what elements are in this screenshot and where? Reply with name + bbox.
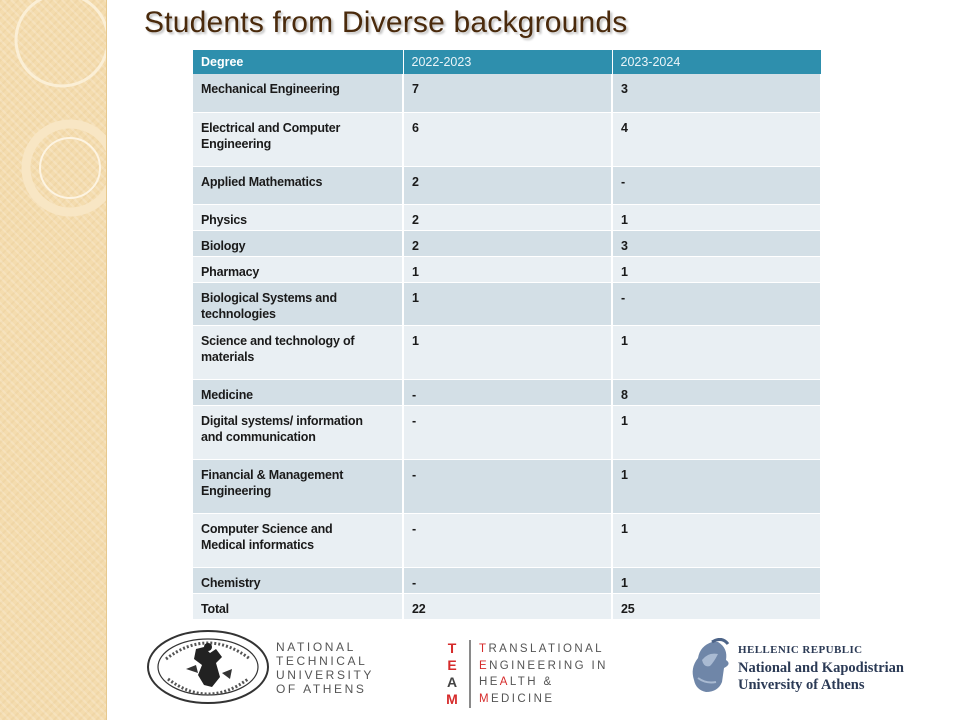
ntua-line: TECHNICAL [276, 654, 368, 668]
table-body [193, 74, 821, 619]
team-word-line: ENGINEERING IN [479, 659, 608, 672]
count-2022-2023-cell: - [403, 459, 612, 513]
count-2023-2024-cell: - [612, 166, 821, 204]
degree-line: Biology [201, 238, 246, 253]
count-2023-2024-cell: 3 [612, 230, 821, 256]
count-2023-2024-cell: 8 [612, 379, 821, 405]
header-year-2022-2023: 2022-2023 [403, 50, 612, 74]
team-letter: E [447, 657, 457, 673]
degree-cell [193, 379, 403, 405]
decorative-circles [0, 0, 106, 720]
table-row [193, 230, 821, 256]
count-2023-2024-cell: 1 [612, 513, 821, 567]
table-row [193, 256, 821, 282]
degree-line: Digital systems/ information [201, 413, 363, 428]
team-word-line: MEDICINE [479, 692, 555, 705]
athena-head-icon [688, 638, 732, 696]
table-row [193, 112, 821, 166]
degree-line: Science and technology of [201, 333, 355, 348]
count-2023-2024-cell: 4 [612, 112, 821, 166]
count-2023-2024-cell: 25 [612, 593, 821, 619]
count-2022-2023-cell: - [403, 567, 612, 593]
degree-cell [193, 256, 403, 282]
uoa-name-line: National and Kapodistrian [738, 660, 904, 676]
team-letter: A [446, 674, 458, 690]
degree-cell [193, 513, 403, 567]
count-2022-2023-cell: - [403, 513, 612, 567]
degree-cell [193, 74, 403, 112]
count-2022-2023-cell: 1 [403, 282, 612, 325]
degree-cell [193, 459, 403, 513]
degree-cell [193, 112, 403, 166]
degree-line: Medicine [201, 387, 253, 402]
count-2023-2024-cell: 1 [612, 459, 821, 513]
count-2023-2024-cell: 1 [612, 256, 821, 282]
header-degree: Degree [193, 50, 403, 74]
degree-cell [193, 166, 403, 204]
count-2022-2023-cell: - [403, 405, 612, 459]
table-row [193, 405, 821, 459]
count-2023-2024-cell: 1 [612, 567, 821, 593]
degree-cell [193, 204, 403, 230]
table-row [193, 567, 821, 593]
table-row [193, 204, 821, 230]
table-row [193, 282, 821, 325]
ntua-name-block [276, 640, 374, 696]
table-row [193, 379, 821, 405]
team-letters [441, 640, 471, 708]
table-row [193, 325, 821, 379]
count-2022-2023-cell: 22 [403, 593, 612, 619]
table-row [193, 459, 821, 513]
degree-line: Mechanical Engineering [201, 82, 340, 96]
ntua-line: NATIONAL [276, 640, 356, 654]
team-letter: M [446, 691, 458, 707]
header-year-2023-2024: 2023-2024 [612, 50, 821, 74]
count-2022-2023-cell: 1 [403, 325, 612, 379]
ntua-line: UNIVERSITY [276, 668, 375, 682]
count-2023-2024-cell: 1 [612, 405, 821, 459]
team-words [479, 641, 608, 707]
uoa-republic-label: HELLENIC REPUBLIC [738, 644, 863, 656]
degree-line: Engineering [201, 483, 272, 498]
team-word-line: TRANSLATIONAL [479, 643, 604, 655]
degree-line: Chemistry [201, 575, 261, 590]
degree-cell [193, 325, 403, 379]
uoa-name-line: University of Athens [738, 677, 865, 693]
table-row [193, 74, 821, 112]
degree-cell [193, 230, 403, 256]
degree-line: Medical informatics [201, 537, 314, 552]
degree-line: Biological Systems and [201, 290, 337, 305]
count-2022-2023-cell: 1 [403, 256, 612, 282]
team-letter: T [447, 640, 457, 656]
degree-line: Engineering [201, 136, 272, 151]
degree-line: Financial & Management [201, 467, 344, 482]
degree-cell [193, 567, 403, 593]
team-word-line: HEALTH & [479, 676, 554, 688]
degree-line: Total [201, 601, 229, 616]
count-2022-2023-cell: 2 [403, 230, 612, 256]
count-2022-2023-cell: 2 [403, 166, 612, 204]
table-row [193, 513, 821, 567]
ntua-seal-icon [146, 629, 270, 705]
count-2023-2024-cell: - [612, 282, 821, 325]
page-title: Students from Diverse backgrounds [144, 6, 628, 39]
table-header-row [193, 50, 821, 74]
degree-line: Electrical and Computer [201, 120, 341, 135]
ntua-line: OF ATHENS [276, 682, 367, 696]
count-2023-2024-cell: 3 [612, 74, 821, 112]
degree-cell [193, 405, 403, 459]
degree-line: materials [201, 349, 255, 364]
degree-cell [193, 593, 403, 619]
count-2023-2024-cell: 1 [612, 325, 821, 379]
degree-line: Pharmacy [201, 264, 260, 279]
degree-line: and communication [201, 429, 316, 444]
count-2022-2023-cell: 2 [403, 204, 612, 230]
count-2022-2023-cell: - [403, 379, 612, 405]
table-row [193, 166, 821, 204]
degree-line: Applied Mathematics [201, 174, 323, 189]
degree-cell [193, 282, 403, 325]
count-2022-2023-cell: 6 [403, 112, 612, 166]
count-2022-2023-cell: 7 [403, 74, 612, 112]
uoa-text-block [738, 644, 904, 694]
degree-line: Physics [201, 212, 247, 227]
degree-line: technologies [201, 306, 276, 321]
decorative-side-strip [0, 0, 107, 720]
count-2023-2024-cell: 1 [612, 204, 821, 230]
degree-line: Computer Science and [201, 521, 333, 536]
table-row [193, 593, 821, 619]
students-table [193, 50, 822, 620]
